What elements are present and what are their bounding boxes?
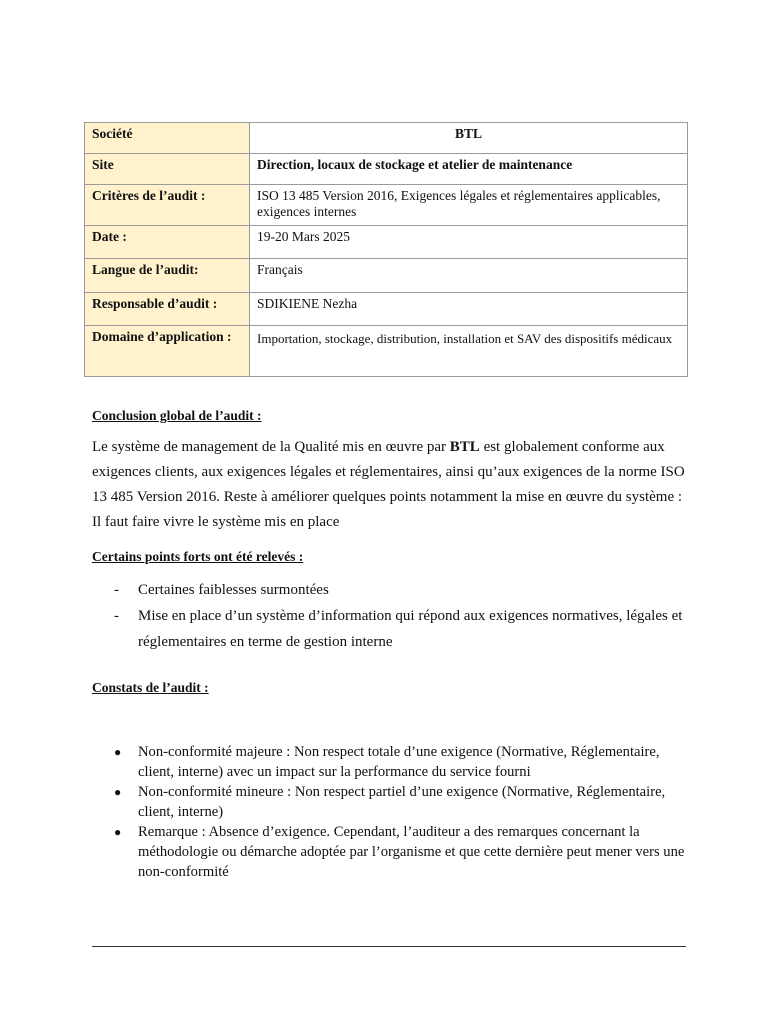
scope-label: Domaine d’application : xyxy=(85,326,250,377)
conclusion-heading: Conclusion global de l’audit : xyxy=(92,408,262,423)
dash-marker: - xyxy=(114,608,119,624)
audit-info-table xyxy=(84,122,688,377)
finding-text: Remarque : Absence d’exigence. Cependant, l’auditeur a des remarques concernant la méthodologie ou démarche adoptée par l’organisme et que cette dernière peut mener vers une non-conformité xyxy=(138,824,685,880)
table-row xyxy=(85,326,688,377)
site-value: Direction, locaux de stockage et atelier de maintenance xyxy=(250,154,688,185)
site-label: Site xyxy=(85,154,250,185)
criteria-label: Critères de l’audit : xyxy=(85,185,250,226)
strength-text: Certaines faiblesses surmontées xyxy=(138,582,329,598)
scope-value: Importation, stockage, distribution, installation et SAV des dispositifs médicaux xyxy=(250,326,688,377)
list-item xyxy=(92,822,692,882)
language-label: Langue de l’audit: xyxy=(85,259,250,293)
findings-heading: Constats de l’audit : xyxy=(92,680,209,695)
finding-text: Non-conformité mineure : Non respect partiel d’une exigence (Normative, Réglementaire, client, interne) xyxy=(138,784,666,820)
conclusion-paragraph xyxy=(92,435,692,535)
company-name: BTL xyxy=(449,439,480,455)
conclusion-text-start: Le système de management de la Qualité mis en œuvre par xyxy=(92,439,450,455)
table-row xyxy=(85,226,688,259)
footer-divider xyxy=(92,946,686,947)
company-value: BTL xyxy=(250,123,688,154)
date-value: 19-20 Mars 2025 xyxy=(250,226,688,259)
company-label: Société xyxy=(85,123,250,154)
strength-text: Mise en place d’un système d’information qui répond aux exigences normatives, légales et réglementaires en terme de gestion interne xyxy=(138,608,683,650)
dash-marker: - xyxy=(114,582,119,598)
table-row xyxy=(85,123,688,154)
criteria-value: ISO 13 485 Version 2016, Exigences légales et réglementaires applicables, exigences internes xyxy=(250,185,688,226)
list-item xyxy=(92,742,692,782)
finding-text: Non-conformité majeure : Non respect totale d’une exigence (Normative, Réglementaire, client, interne) avec un impact sur la performance du service fourni xyxy=(138,744,660,780)
list-item xyxy=(92,577,692,603)
language-value: Français xyxy=(250,259,688,293)
bullet-marker: ● xyxy=(114,825,122,839)
table-row xyxy=(85,154,688,185)
list-item xyxy=(92,603,692,655)
strengths-list xyxy=(92,577,692,655)
auditor-value: SDIKIENE Nezha xyxy=(250,293,688,326)
table-row xyxy=(85,259,688,293)
table-row xyxy=(85,293,688,326)
findings-list xyxy=(92,742,692,882)
conclusion-text-end: est globalement conforme aux exigences clients, aux exigences légales et réglementaires, ainsi qu’aux exigences de la norme ISO 13 485 Version 2016. Reste à améliorer quelques points notamment la mise en œuvre du système : Il faut faire vivre le système mis en place xyxy=(92,439,685,530)
strengths-heading: Certains points forts ont été relevés : xyxy=(92,549,304,564)
table-row xyxy=(85,185,688,226)
date-label: Date : xyxy=(85,226,250,259)
auditor-label: Responsable d’audit : xyxy=(85,293,250,326)
bullet-marker: ● xyxy=(114,785,122,799)
list-item xyxy=(92,782,692,822)
bullet-marker: ● xyxy=(114,745,122,759)
